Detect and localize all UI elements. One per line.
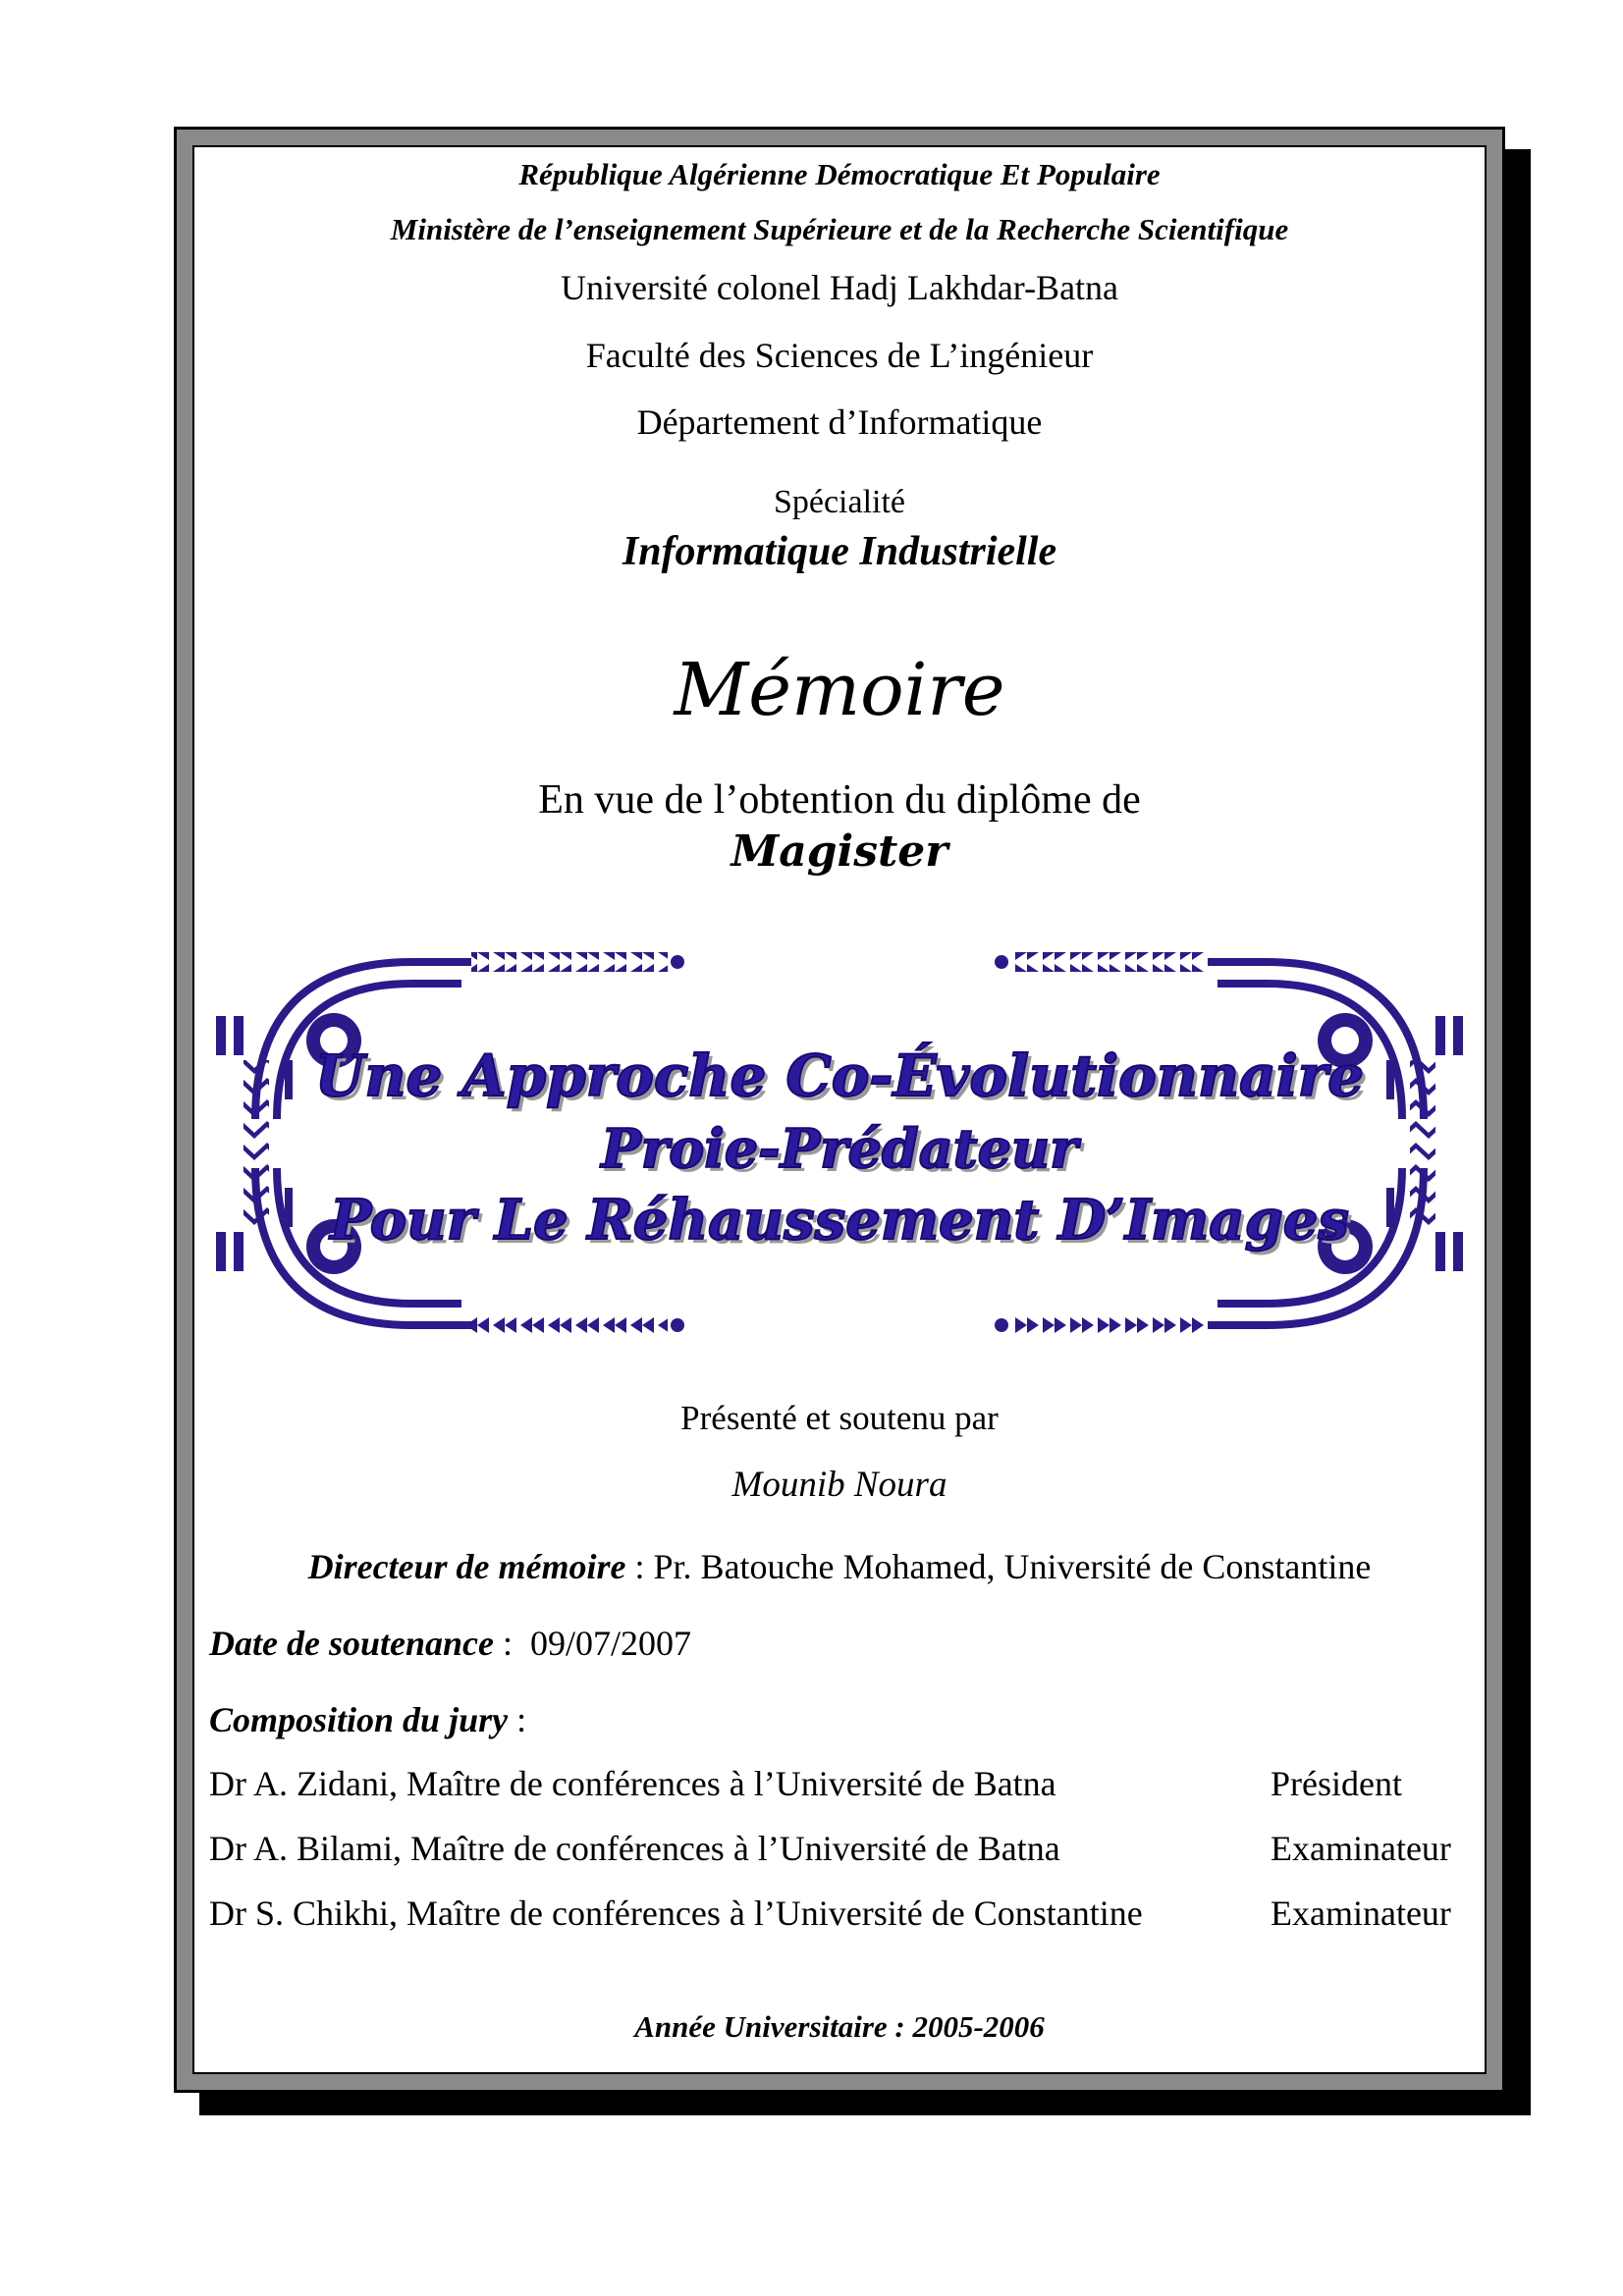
- jury-member-role: Président: [1271, 1764, 1402, 1803]
- director-label: Directeur de mémoire: [307, 1547, 626, 1586]
- jury-member-role: Examinateur: [1271, 1894, 1451, 1933]
- document-type: Mémoire: [674, 648, 1005, 732]
- faculty-line: Faculté des Sciences de L’ingénieur: [585, 336, 1094, 375]
- jury-heading: [209, 1699, 526, 1740]
- jury-member-name: Dr A. Bilami, Maître de conférences à l’Université de Batna: [209, 1829, 1060, 1868]
- presented-label: Présenté et soutenu par: [680, 1399, 999, 1437]
- speciality-label: Spécialité: [773, 484, 906, 520]
- republic-line: République Algérienne Démocratique Et Populaire: [518, 157, 1161, 191]
- jury-label: Composition du jury: [209, 1700, 509, 1739]
- university-line: Université colonel Hadj Lakhdar-Batna: [560, 268, 1119, 307]
- degree-name: Magister: [730, 827, 948, 877]
- academic-year: Année Universitaire : 2005-2006: [634, 2009, 1045, 2044]
- director-value: Pr. Batouche Mohamed, Université de Constantine: [653, 1547, 1372, 1586]
- ministry-line: Ministère de l’enseignement Supérieure et de la Recherche Scientifique: [390, 212, 1289, 246]
- director-row: [192, 1546, 1487, 1587]
- defense-date-row: [209, 1623, 691, 1664]
- jury-member-role: Examinateur: [1271, 1829, 1451, 1868]
- department-line: Département d’Informatique: [636, 402, 1043, 442]
- director-separator: :: [625, 1547, 654, 1586]
- defense-date-value: 09/07/2007: [529, 1624, 691, 1663]
- degree-intro: En vue de l’obtention du diplôme de: [538, 777, 1141, 823]
- jury-member-name: Dr S. Chikhi, Maître de conférences à l’Université de Constantine: [209, 1894, 1143, 1933]
- thesis-title-line-1: Une Approche Co-Évolutionnaire: [314, 1042, 1365, 1109]
- thesis-title-line-3: Pour Le Réhaussement D’Images: [330, 1188, 1349, 1253]
- defense-date-label: Date de soutenance: [209, 1624, 494, 1663]
- jury-member-name: Dr A. Zidani, Maître de conférences à l’Université de Batna: [209, 1764, 1056, 1803]
- thesis-title-line-2: Proie-Prédateur: [601, 1117, 1078, 1180]
- jury-separator: :: [508, 1700, 527, 1739]
- speciality-value: Informatique Industrielle: [622, 529, 1057, 574]
- defense-date-separator: :: [493, 1624, 530, 1663]
- author-name: Mounib Noura: [731, 1465, 947, 1505]
